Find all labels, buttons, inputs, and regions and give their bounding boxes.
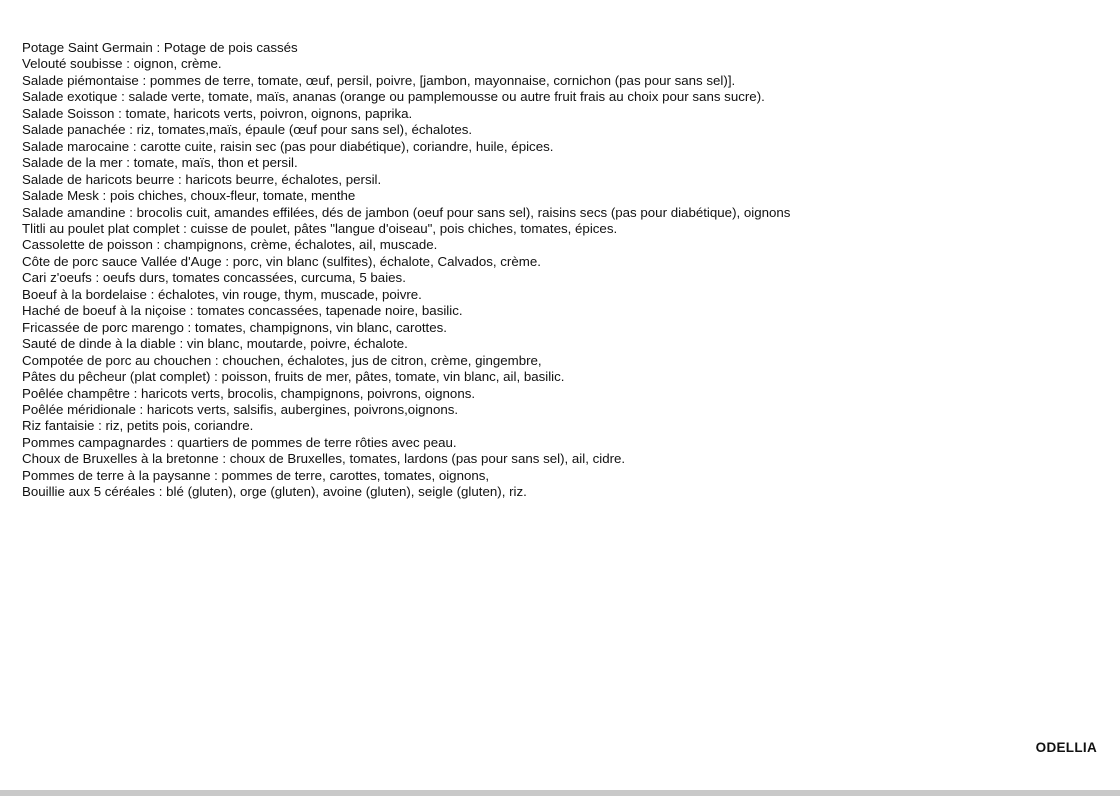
- menu-line: Cari z'oeufs : oeufs durs, tomates concassées, curcuma, 5 baies.: [22, 270, 406, 286]
- menu-line: Pommes campagnardes : quartiers de pommes de terre rôties avec peau.: [22, 434, 457, 450]
- menu-line: Poêlée méridionale : haricots verts, salsifis, aubergines, poivrons,oignons.: [22, 401, 459, 417]
- menu-line: Compotée de porc au chouchen : chouchen, échalotes, jus de citron, crème, gingembre,: [22, 352, 542, 368]
- menu-line: Salade piémontaise : pommes de terre, tomate, œuf, persil, poivre, [jambon, mayonnaise, cornichon (pas pour sans sel)].: [22, 72, 736, 88]
- menu-line: Pâtes du pêcheur (plat complet) : poisson, fruits de mer, pâtes, tomate, vin blanc, ail, basilic.: [22, 369, 565, 385]
- menu-line: Fricassée de porc marengo : tomates, champignons, vin blanc, carottes.: [22, 319, 447, 335]
- menu-line: Haché de boeuf à la niçoise : tomates concassées, tapenade noire, basilic.: [22, 303, 463, 319]
- menu-line: Sauté de dinde à la diable : vin blanc, moutarde, poivre, échalote.: [22, 336, 408, 352]
- menu-line: Poêlée champêtre : haricots verts, brocolis, champignons, poivrons, oignons.: [22, 385, 476, 401]
- menu-line: Salade de la mer : tomate, maïs, thon et persil.: [22, 155, 298, 171]
- footer-brand: ODELLIA: [1035, 740, 1097, 755]
- menu-line: Salade marocaine : carotte cuite, raisin sec (pas pour diabétique), coriandre, huile, épices.: [22, 138, 554, 154]
- menu-line: Tlitli au poulet plat complet : cuisse de poulet, pâtes "langue d'oiseau", pois chiches, tomates, épices.: [22, 220, 618, 236]
- menu-line: Riz fantaisie : riz, petits pois, coriandre.: [22, 418, 254, 434]
- menu-line: Velouté soubisse : oignon, crème.: [22, 56, 222, 72]
- menu-line: Salade exotique : salade verte, tomate, maïs, ananas (orange ou pamplemousse ou autre fruit frais au choix pour sans sucre).: [22, 89, 765, 105]
- menu-line: Salade panachée : riz, tomates,maïs, épaule (œuf pour sans sel), échalotes.: [22, 122, 473, 138]
- menu-line: Potage Saint Germain : Potage de pois cassés: [22, 40, 298, 55]
- menu-line: Salade Mesk : pois chiches, choux-fleur, tomate, menthe: [22, 188, 356, 204]
- menu-line: Bouillie aux 5 céréales : blé (gluten), orge (gluten), avoine (gluten), seigle (gluten), riz.: [22, 484, 527, 500]
- menu-line: Choux de Bruxelles à la bretonne : choux de Bruxelles, tomates, lardons (pas pour sans sel), ail, cidre.: [22, 451, 626, 467]
- menu-list: [22, 40, 1110, 501]
- menu-line: Cassolette de poisson : champignons, crème, échalotes, ail, muscade.: [22, 237, 438, 253]
- menu-line: Côte de porc sauce Vallée d'Auge : porc, vin blanc (sulfites), échalote, Calvados, crème.: [22, 253, 541, 269]
- menu-line: Salade amandine : brocolis cuit, amandes effilées, dés de jambon (oeuf pour sans sel), raisins secs (pas pour diabétique), oignons: [22, 204, 791, 220]
- menu-line: Pommes de terre à la paysanne : pommes de terre, carottes, tomates, oignons,: [22, 467, 490, 483]
- menu-line: Salade Soisson : tomate, haricots verts, poivron, oignons, paprika.: [22, 105, 413, 121]
- page-bottom-edge: [0, 790, 1120, 796]
- menu-line: Salade de haricots beurre : haricots beurre, échalotes, persil.: [22, 171, 382, 187]
- menu-line: Boeuf à la bordelaise : échalotes, vin rouge, thym, muscade, poivre.: [22, 286, 422, 302]
